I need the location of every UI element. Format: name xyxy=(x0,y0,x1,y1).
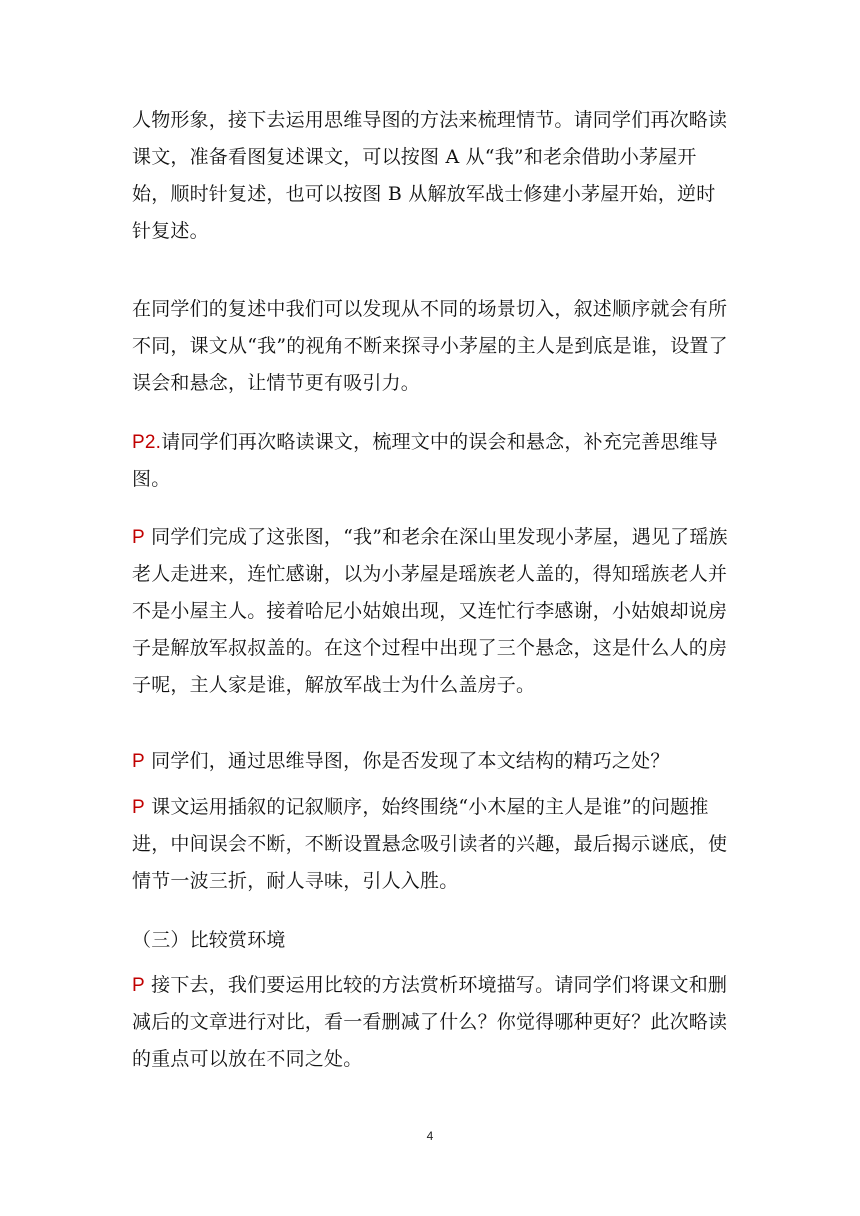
paragraph-text: 课文运用插叙的记叙顺序，始终围绕“小木屋的主人是谁”的问题推进，中间误会不断，不断设置悬念吸引读者的兴趣，最后揭示谜底，使情节一波三折，耐人寻味，引人入胜。 xyxy=(132,796,728,892)
paragraph-marker: P2. xyxy=(132,432,162,453)
paragraph-marker: P xyxy=(132,751,145,772)
paragraph-compare-task xyxy=(132,967,732,1078)
paragraph-text: 在同学们的复述中我们可以发现从不同的场景切入，叙述顺序就会有所不同，课文从“我”的视角不断来探寻小茅屋的主人是到底是谁，设置了误会和悬念，让情节更有吸引力。 xyxy=(132,298,728,394)
paragraph-text: 人物形象，接下去运用思维导图的方法来梳理情节。请同学们再次略读课文，准备看图复述课文，可以按图 A 从“我”和老余借助小茅屋开始，顺时针复述，也可以按图 B 从解放军战士修建小茅屋开始，逆时针复述。 xyxy=(132,109,728,242)
paragraph-structure-question xyxy=(132,743,732,780)
paragraph-narrative-order xyxy=(132,291,732,402)
paragraph-structure-answer xyxy=(132,789,732,900)
section-heading-compare-environment xyxy=(132,922,732,959)
page-number: 4 xyxy=(426,1129,434,1143)
paragraph-text: 同学们，通过思维导图，你是否发现了本文结构的精巧之处？ xyxy=(144,750,670,772)
paragraph-marker: P xyxy=(132,975,145,996)
paragraph-plot-mindmap xyxy=(132,102,732,250)
paragraph-text: 请同学们再次略读课文，梳理文中的误会和悬念，补充完善思维导图。 xyxy=(132,431,718,490)
paragraph-marker: P xyxy=(132,527,145,548)
paragraph-marker: P xyxy=(132,797,145,818)
paragraph-text: 接下去，我们要运用比较的方法赏析环境描写。请同学们将课文和删减后的文章进行对比，看一看删减了什么？你觉得哪种更好？此次略读的重点可以放在不同之处。 xyxy=(132,974,728,1070)
paragraph-p2-task xyxy=(132,424,732,498)
paragraph-text: 同学们完成了这张图，“我”和老余在深山里发现小茅屋，遇见了瑶族老人走进来，连忙感谢，以为小茅屋是瑶族老人盖的，得知瑶族老人并不是小屋主人。接着哈尼小姑娘出现，又连忙行李感谢，小姑娘却说房子是解放军叔叔盖的。在这个过程中出现了三个悬念，这是什么人的房子呢，主人家是谁，解放军战士为什么盖房子。 xyxy=(132,526,728,696)
section-heading-text: （三）比较赏环境 xyxy=(132,929,286,951)
paragraph-mindmap-summary xyxy=(132,519,732,704)
